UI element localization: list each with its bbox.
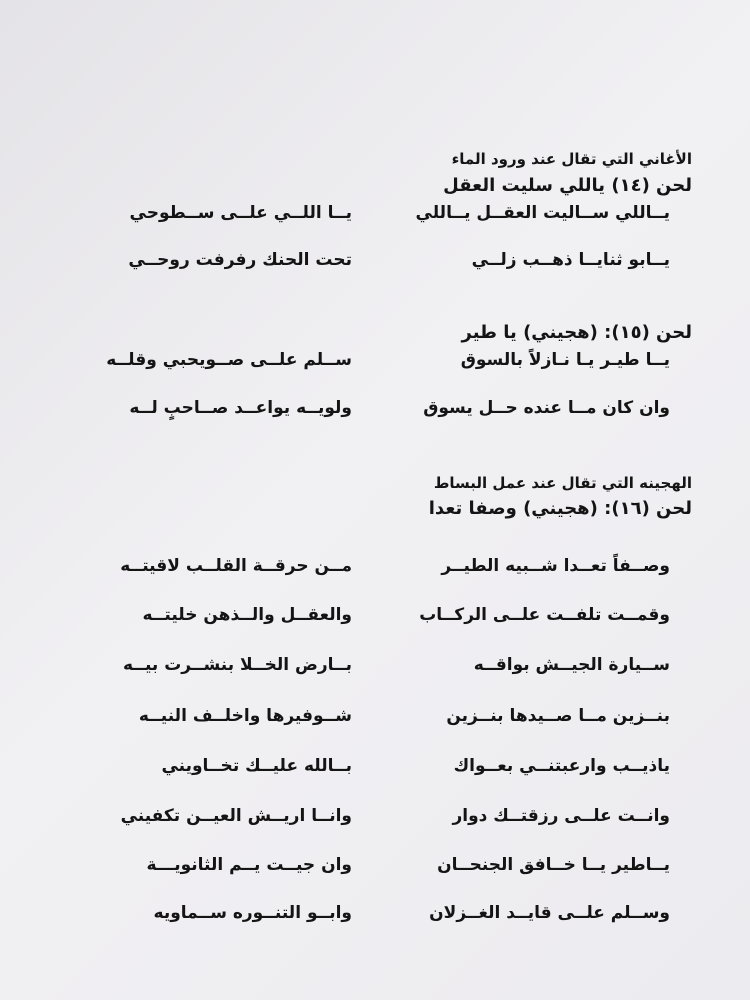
verse-first-hemistich: بنــزين مــا صــيدها بنــزين bbox=[446, 706, 670, 726]
verse-second-hemistich: والعقــل والــذهن خليتــه bbox=[142, 605, 352, 625]
section-title: لحن (١٤) ياللي سليت العقل bbox=[443, 175, 692, 196]
verse-first-hemistich: ياذيــب وارعبتنــي بعــواك bbox=[453, 756, 670, 776]
verse-second-hemistich: يــا اللــي علــى ســطوحي bbox=[129, 203, 352, 223]
verse-second-hemistich: بــالله عليــك تخــاويني bbox=[161, 756, 352, 776]
verse-first-hemistich: يــا طيـر يـا نـازلاً بالسوق bbox=[460, 350, 670, 370]
section-title: لحن (١٦): (هجيني) وصفا تعدا bbox=[428, 498, 692, 519]
verse-second-hemistich: تحت الحنك رفرفت روحــي bbox=[128, 250, 352, 270]
verse-second-hemistich: بــارض الخــلا بنشــرت بيــه bbox=[123, 655, 352, 675]
verse-first-hemistich: يــاطير يــا خــافق الجنحــان bbox=[437, 855, 670, 875]
section-title: لحن (١٥): (هجيني) يا طير bbox=[461, 322, 692, 343]
section-intro: الهجينه التي تقال عند عمل البساط bbox=[433, 474, 692, 492]
verse-second-hemistich: شــوفيرها واخلــف النيــه bbox=[138, 706, 352, 726]
verse-first-hemistich: وانــت علــى رزقتــك دوار bbox=[452, 806, 670, 826]
verse-second-hemistich: ســلم علــى صــويحبي وقلــه bbox=[106, 350, 352, 370]
verse-first-hemistich: يــاللي ســاليت العقــل يــاللي bbox=[415, 203, 670, 223]
section-intro: الأغاني التي تقال عند ورود الماء bbox=[451, 150, 692, 168]
verse-first-hemistich: وصــفاً تعــدا شــبيه الطيــر bbox=[441, 556, 670, 576]
verse-second-hemistich: وانــا اريــش العيــن تكفيني bbox=[120, 806, 352, 826]
verse-second-hemistich: وان جيــت يــم الثانويـــة bbox=[146, 855, 352, 875]
verse-first-hemistich: وان كان مــا عنده حــل يسوق bbox=[423, 398, 670, 418]
verse-second-hemistich: وابــو التنــوره ســماويه bbox=[153, 903, 352, 923]
verse-second-hemistich: مــن حرقــة القلــب لاقيتــه bbox=[120, 556, 352, 576]
verse-first-hemistich: وســلم علــى قايــد الغــزلان bbox=[429, 903, 670, 923]
verse-second-hemistich: ولويــه يواعــد صــاحبٍ لــه bbox=[129, 398, 352, 418]
verse-first-hemistich: وقمــت تلفــت علــى الركــاب bbox=[419, 605, 670, 625]
verse-first-hemistich: يــابو ثنايــا ذهــب زلــي bbox=[471, 250, 670, 270]
verse-first-hemistich: ســيارة الجيــش بواقــه bbox=[473, 655, 670, 675]
